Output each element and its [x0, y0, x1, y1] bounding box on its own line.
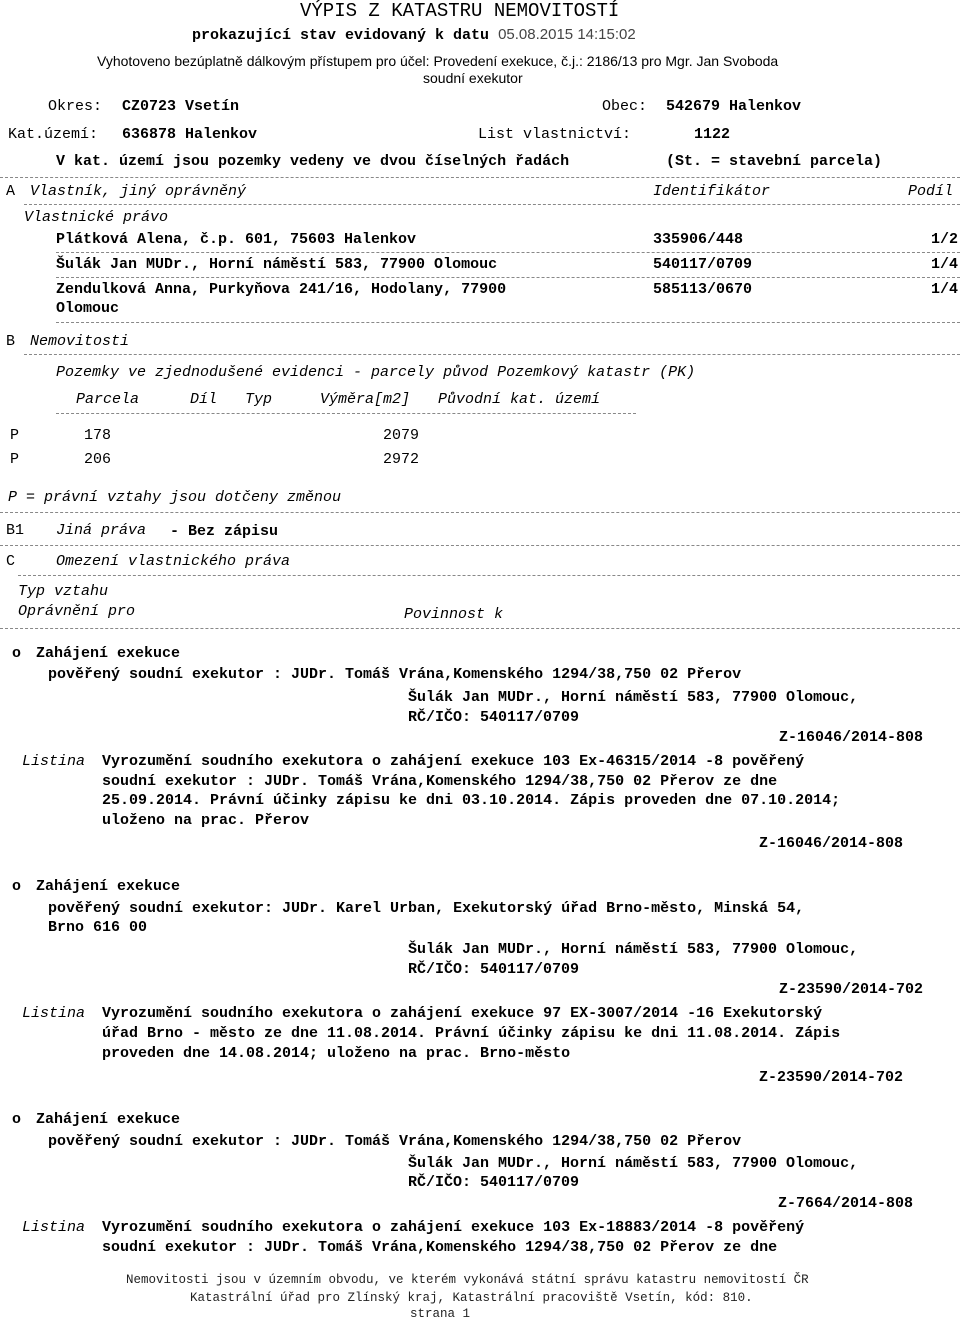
listina-reference: Z-16046/2014-808: [758, 835, 903, 852]
owner-id: 585113/0670: [653, 281, 753, 298]
listina-label: Listina: [22, 1005, 86, 1022]
owner-id: 540117/0709: [653, 256, 753, 273]
okres-label: Okres:: [48, 98, 103, 115]
divider: [0, 512, 960, 513]
col-puvodni: Původní kat. území: [438, 391, 601, 408]
divider: [0, 177, 960, 178]
listina-line: proveden dne 14.08.2014; uloženo na prac. Brno-město: [102, 1045, 571, 1062]
entry-reference: Z-16046/2014-808: [778, 729, 923, 746]
col-parcela: Parcela: [76, 391, 140, 408]
divider: [0, 545, 960, 546]
st-legend: (St. = stavební parcela): [666, 153, 883, 170]
footer-line-1: Nemovitosti jsou v územním obvodu, ve kterém vykonává státní správu katastru nemovitostí ČR: [126, 1273, 809, 1287]
section-a-heading: Vlastník, jiný oprávněný: [30, 183, 247, 200]
parcel-area: 2079: [383, 427, 420, 444]
katuzemi-label: Kat.území:: [8, 126, 99, 143]
col-vymera: Výměra[m2]: [320, 391, 411, 408]
subtitle-prefix: prokazující stav evidovaný k datu: [192, 27, 490, 44]
entry-title: Zahájení exekuce: [36, 1111, 181, 1128]
parcels-subheading: Pozemky ve zjednodušené evidenci - parcely původ Pozemkový katastr (PK): [56, 364, 696, 381]
col-dil: Díl: [190, 391, 218, 408]
lv-value: 1122: [694, 126, 731, 143]
bullet: o: [12, 645, 22, 662]
section-b1-letter: B1: [6, 522, 25, 539]
entry-entitled: pověřený soudní exekutor: JUDr. Karel Urban, Exekutorský úřad Brno-město, Minská 54,: [48, 900, 805, 917]
parcel-number: 206: [84, 451, 112, 468]
col-typ: Typ: [245, 391, 273, 408]
divider: [56, 252, 960, 253]
listina-line: uloženo na prac. Přerov: [102, 812, 310, 829]
owner-share: 1/2: [930, 231, 958, 248]
section-c-heading: Omezení vlastnického práva: [56, 553, 291, 570]
obec-label: Obec:: [602, 98, 648, 115]
entry-entitled: pověřený soudní exekutor : JUDr. Tomáš Vrána,Komenského 1294/38,750 02 Přerov: [48, 1133, 742, 1150]
owner-name: Zendulková Anna, Purkyňova 241/16, Hodolany, 77900: [56, 281, 507, 298]
entry-reference: Z-7664/2014-808: [777, 1195, 913, 1212]
entry-obliged: Šulák Jan MUDr., Horní náměstí 583, 77900 Olomouc,: [408, 941, 859, 958]
listina-label: Listina: [22, 1219, 86, 1236]
entry-entitled: pověřený soudní exekutor : JUDr. Tomáš Vrána,Komenského 1294/38,750 02 Přerov: [48, 666, 742, 683]
page-number: strana 1: [410, 1307, 471, 1321]
ownership-subheading: Vlastnické právo: [24, 209, 169, 226]
parcel-flag: P: [10, 451, 20, 468]
document-title: VÝPIS Z KATASTRU NEMOVITOSTÍ: [300, 0, 620, 22]
divider: [0, 628, 960, 629]
bullet: o: [12, 878, 22, 895]
listina-line: úřad Brno - město ze dne 11.08.2014. Právní účinky zápisu ke dni 11.08.2014. Zápis: [102, 1025, 841, 1042]
col-identifier: Identifikátor: [653, 183, 771, 200]
section-b1-value: - Bez zápisu: [170, 523, 279, 540]
listina-label: Listina: [22, 753, 86, 770]
obec-value: 542679 Halenkov: [666, 98, 802, 115]
document-subtitle: [192, 26, 636, 45]
section-b1-heading: Jiná práva: [56, 522, 147, 539]
entry-obliged: Šulák Jan MUDr., Horní náměstí 583, 77900 Olomouc,: [408, 1155, 859, 1172]
parcel-flag: P: [10, 427, 20, 444]
okres-value: CZ0723 Vsetín: [122, 98, 240, 115]
col-povinnost-k: Povinnost k: [404, 606, 504, 623]
katuzemi-value: 636878 Halenkov: [122, 126, 258, 143]
lv-label: List vlastnictví:: [478, 126, 632, 143]
subtitle-date: 05.08.2015 14:15:02: [498, 26, 636, 43]
owner-name-cont: Olomouc: [56, 300, 120, 317]
listina-line: soudní exekutor : JUDr. Tomáš Vrána,Komenského 1294/38,750 02 Přerov ze dne: [102, 773, 778, 790]
owner-name: Šulák Jan MUDr., Horní náměstí 583, 77900 Olomouc: [56, 256, 498, 273]
entry-reference: Z-23590/2014-702: [778, 981, 923, 998]
footer-line-2: Katastrální úřad pro Zlínský kraj, Katastrální pracoviště Vsetín, kód: 810.: [190, 1291, 753, 1305]
listina-reference: Z-23590/2014-702: [758, 1069, 903, 1086]
entry-title: Zahájení exekuce: [36, 878, 181, 895]
section-a-letter: A: [6, 183, 16, 200]
listina-line: Vyrozumění soudního exekutora o zahájení exekuce 103 Ex-46315/2014 -8 pověřený: [102, 753, 805, 770]
divider: [24, 354, 960, 355]
col-opravneni-pro: Oprávnění pro: [18, 603, 136, 620]
col-typ-vztahu: Typ vztahu: [18, 583, 109, 600]
divider: [56, 322, 960, 323]
parcel-number: 178: [84, 427, 112, 444]
col-share: Podíl: [908, 183, 954, 200]
entry-obliged-id: RČ/IČO: 540117/0709: [408, 1174, 580, 1191]
parcel-area: 2972: [383, 451, 420, 468]
entry-title: Zahájení exekuce: [36, 645, 181, 662]
listina-line: 25.09.2014. Právní účinky zápisu ke dni 03.10.2014. Zápis proveden dne 07.10.2014;: [102, 792, 841, 809]
listina-line: Vyrozumění soudního exekutora o zahájení exekuce 97 EX-3007/2014 -16 Exekutorský: [102, 1005, 823, 1022]
divider: [56, 413, 636, 414]
listina-line: soudní exekutor : JUDr. Tomáš Vrána,Komenského 1294/38,750 02 Přerov ze dne: [102, 1239, 778, 1256]
divider: [56, 277, 960, 278]
owner-name: Plátková Alena, č.p. 601, 75603 Halenkov: [56, 231, 417, 248]
purpose-line-2: soudní exekutor: [423, 70, 523, 86]
section-b-heading: Nemovitosti: [30, 333, 130, 350]
entry-obliged: Šulák Jan MUDr., Horní náměstí 583, 77900 Olomouc,: [408, 689, 859, 706]
divider: [24, 204, 960, 205]
owner-share: 1/4: [930, 256, 958, 273]
section-b-letter: B: [6, 333, 16, 350]
entry-obliged-id: RČ/IČO: 540117/0709: [408, 961, 580, 978]
entry-obliged-id: RČ/IČO: 540117/0709: [408, 709, 580, 726]
divider: [18, 575, 960, 576]
numbering-note: V kat. území jsou pozemky vedeny ve dvou číselných řadách: [56, 153, 570, 170]
purpose-line: Vyhotoveno bezúplatně dálkovým přístupem pro účel: Provedení exekuce, č.j.: 2186/13 pro Mgr. Jan Svoboda: [97, 53, 779, 69]
listina-line: Vyrozumění soudního exekutora o zahájení exekuce 103 Ex-18883/2014 -8 pověřený: [102, 1219, 805, 1236]
parcel-legend: P = právní vztahy jsou dotčeny změnou: [8, 489, 342, 506]
section-c-letter: C: [6, 553, 16, 570]
bullet: o: [12, 1111, 22, 1128]
entry-entitled-cont: Brno 616 00: [48, 919, 148, 936]
owner-share: 1/4: [930, 281, 958, 298]
owner-id: 335906/448: [653, 231, 744, 248]
